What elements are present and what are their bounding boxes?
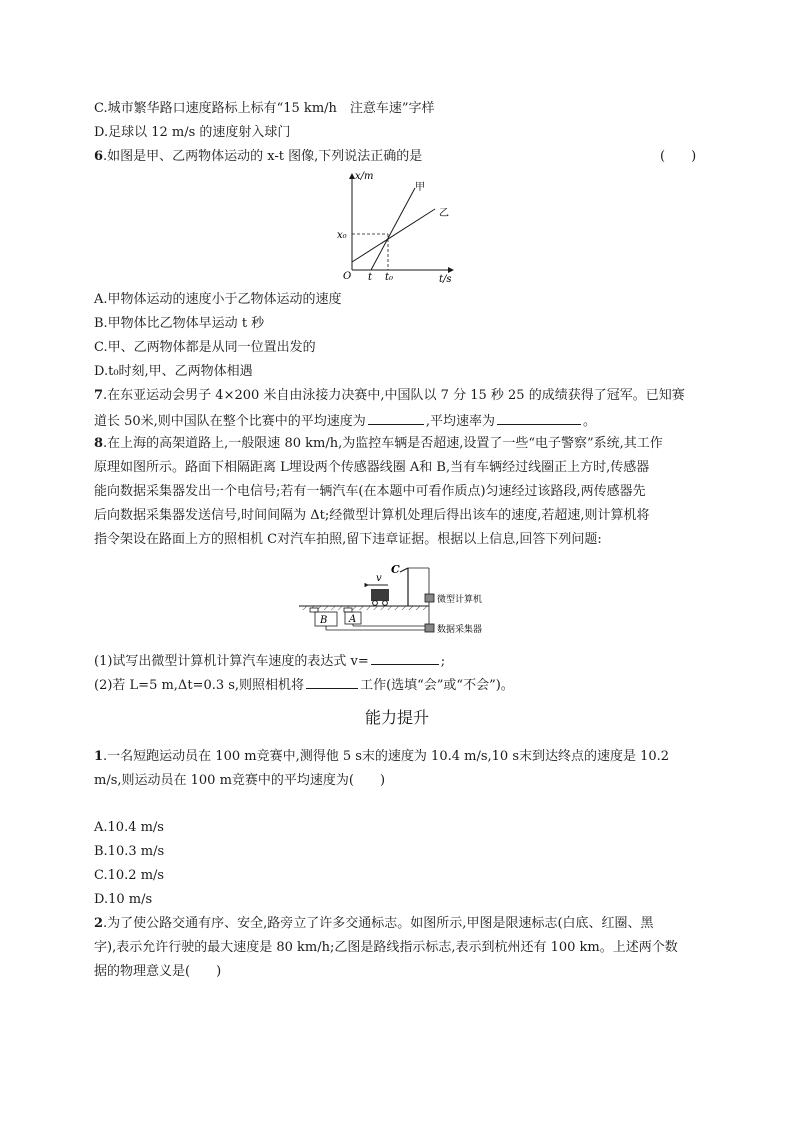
graph-origin: O [343, 271, 352, 282]
q8-line-1-text: .在上海的高架道路上,一般限速 80 km/h,为监控车辆是否超速,设置了一些“电子警察”系统,其工作 [103, 436, 663, 451]
q8-sub-1-text-a: (1)试写出微型计算机计算汽车速度的表达式 v= [94, 654, 369, 669]
p2-line-1 [94, 915, 654, 933]
q6-stem-text: .如图是甲、乙两物体运动的 x-t 图像,下列说法正确的是 [103, 149, 423, 164]
q8-sub-1 [94, 651, 445, 671]
sensor-b-coil [310, 608, 318, 612]
q8-sub-2 [94, 675, 514, 695]
camera-arm [400, 568, 408, 572]
computer-box [425, 594, 434, 602]
q8-line-3: 能向数据采集器发出一个电信号;若有一辆汽车(在本题中可看作质点)匀速经过该路段,两传感器先 [94, 484, 646, 499]
p1-number: 1 [94, 749, 104, 764]
q6-number: 6 [94, 149, 104, 164]
q8-line-2: 原理如图所示。路面下相隔距离 L埋设两个传感器线圈 A和 B,当有车辆经过线圈正上方时,传感器 [94, 460, 650, 475]
q7-blank-average-speed[interactable] [497, 411, 581, 425]
q7-line-2 [94, 411, 596, 431]
p1-option-c: C.10.2 m/s [94, 868, 165, 883]
graph-x-label: t/s [439, 274, 452, 285]
sensor-b-label: B [320, 615, 328, 626]
collector-box [425, 624, 434, 632]
q7-number: 7 [94, 388, 104, 403]
graph-y-label: x/m [355, 171, 374, 182]
q8-line-1 [94, 435, 663, 453]
q6-xt-graph [335, 168, 460, 288]
graph-t-label: t [368, 272, 373, 283]
camera-label: C [391, 563, 400, 576]
q7-line-1-text: .在东亚运动会男子 4×200 米自由泳接力决赛中,中国队以 7 分 15 秒 25 的成绩获得了冠军。已知赛 [103, 388, 685, 403]
p1-option-a: A.10.4 m/s [94, 820, 164, 835]
p2-line-1-text: .为了使公路交通有序、安全,路旁立了许多交通标志。如图所示,甲图是限速标志(白底、红圈、黑 [103, 916, 654, 931]
q5-option-d: D.足球以 12 m/s 的速度射入球门 [94, 125, 291, 140]
p1-option-d: D.10 m/s [94, 892, 153, 907]
p1-line-1 [94, 748, 669, 766]
graph-label-jia: 甲 [415, 182, 425, 193]
road-surface [299, 606, 429, 610]
graph-label-yi: 乙 [439, 208, 449, 219]
section-title: 能力提升 [364, 708, 429, 727]
p1-option-b: B.10.3 m/s [94, 844, 165, 859]
q6-answer-paren: ( ) [660, 149, 697, 164]
graph-line-jia [371, 188, 415, 270]
q6-option-b: B.甲物体比乙物体早运动 t 秒 [94, 316, 265, 331]
q6-stem [94, 148, 422, 166]
sensor-a-coil [344, 608, 352, 612]
q7-line-1 [94, 387, 685, 405]
sensor-a-label: A [349, 614, 357, 625]
q8-sub-1-text-b: ; [440, 654, 446, 669]
q8-line-4: 后向数据采集器发送信号,时间间隔为 Δt;经微型计算机处理后得出该车的速度,若超速,则计算机将 [94, 508, 650, 523]
q7-blank-average-velocity[interactable] [368, 411, 424, 425]
car-wheel-front-icon [373, 601, 378, 606]
q5-option-c: C.城市繁华路口速度路标上标有“15 km/h 注意车速”字样 [94, 101, 435, 116]
car-icon [371, 589, 389, 601]
q6-option-a: A.甲物体运动的速度小于乙物体运动的速度 [94, 292, 342, 307]
q8-blank-speed-expression[interactable] [371, 651, 439, 665]
q8-blank-camera-works[interactable] [306, 675, 358, 689]
q8-number: 8 [94, 436, 104, 451]
graph-t0-label: t₀ [385, 272, 394, 283]
q7-line-2-text-a: 道长 50米,则中国队在整个比赛中的平均速度为 [94, 414, 366, 429]
p2-number: 2 [94, 916, 104, 931]
collector-label: 数据采集器 [437, 625, 483, 635]
q7-line-2-text-b: ,平均速率为 [425, 414, 495, 429]
graph-x0-label: x₀ [337, 230, 347, 241]
p2-line-2: 字),表示允许行驶的最大速度是 80 km/h;乙图是路线指示标志,表示到杭州还有 100 km。上述两个数 [94, 940, 678, 955]
p1-line-1-text: .一名短跑运动员在 100 m竞赛中,测得他 5 s末的速度为 10.4 m/s,10 s末到达终点的速度是 10.2 [103, 749, 670, 764]
q6-option-c: C.甲、乙两物体都是从同一位置出发的 [94, 340, 316, 355]
q7-line-2-text-c: 。 [582, 414, 596, 429]
velocity-label: v [376, 573, 382, 584]
q8-electronic-police-diagram [296, 560, 506, 644]
graph-line-yi [352, 209, 435, 262]
car-wheel-rear-icon [383, 601, 388, 606]
p1-line-2: m/s,则运动员在 100 m竞赛中的平均速度为( ) [94, 773, 386, 788]
computer-label: 微型计算机 [437, 595, 483, 605]
q8-line-5: 指令架设在路面上方的照相机 C对汽车拍照,留下违章证据。根据以上信息,回答下列问题: [94, 532, 602, 547]
q6-option-d: D.t₀时刻,甲、乙两物体相遇 [94, 364, 253, 379]
p2-line-3: 据的物理意义是( ) [94, 964, 222, 979]
q8-sub-2-text-b: 工作(选填“会”或“不会”)。 [360, 678, 514, 693]
q8-sub-2-text-a: (2)若 L=5 m,Δt=0.3 s,则照相机将 [94, 678, 305, 693]
